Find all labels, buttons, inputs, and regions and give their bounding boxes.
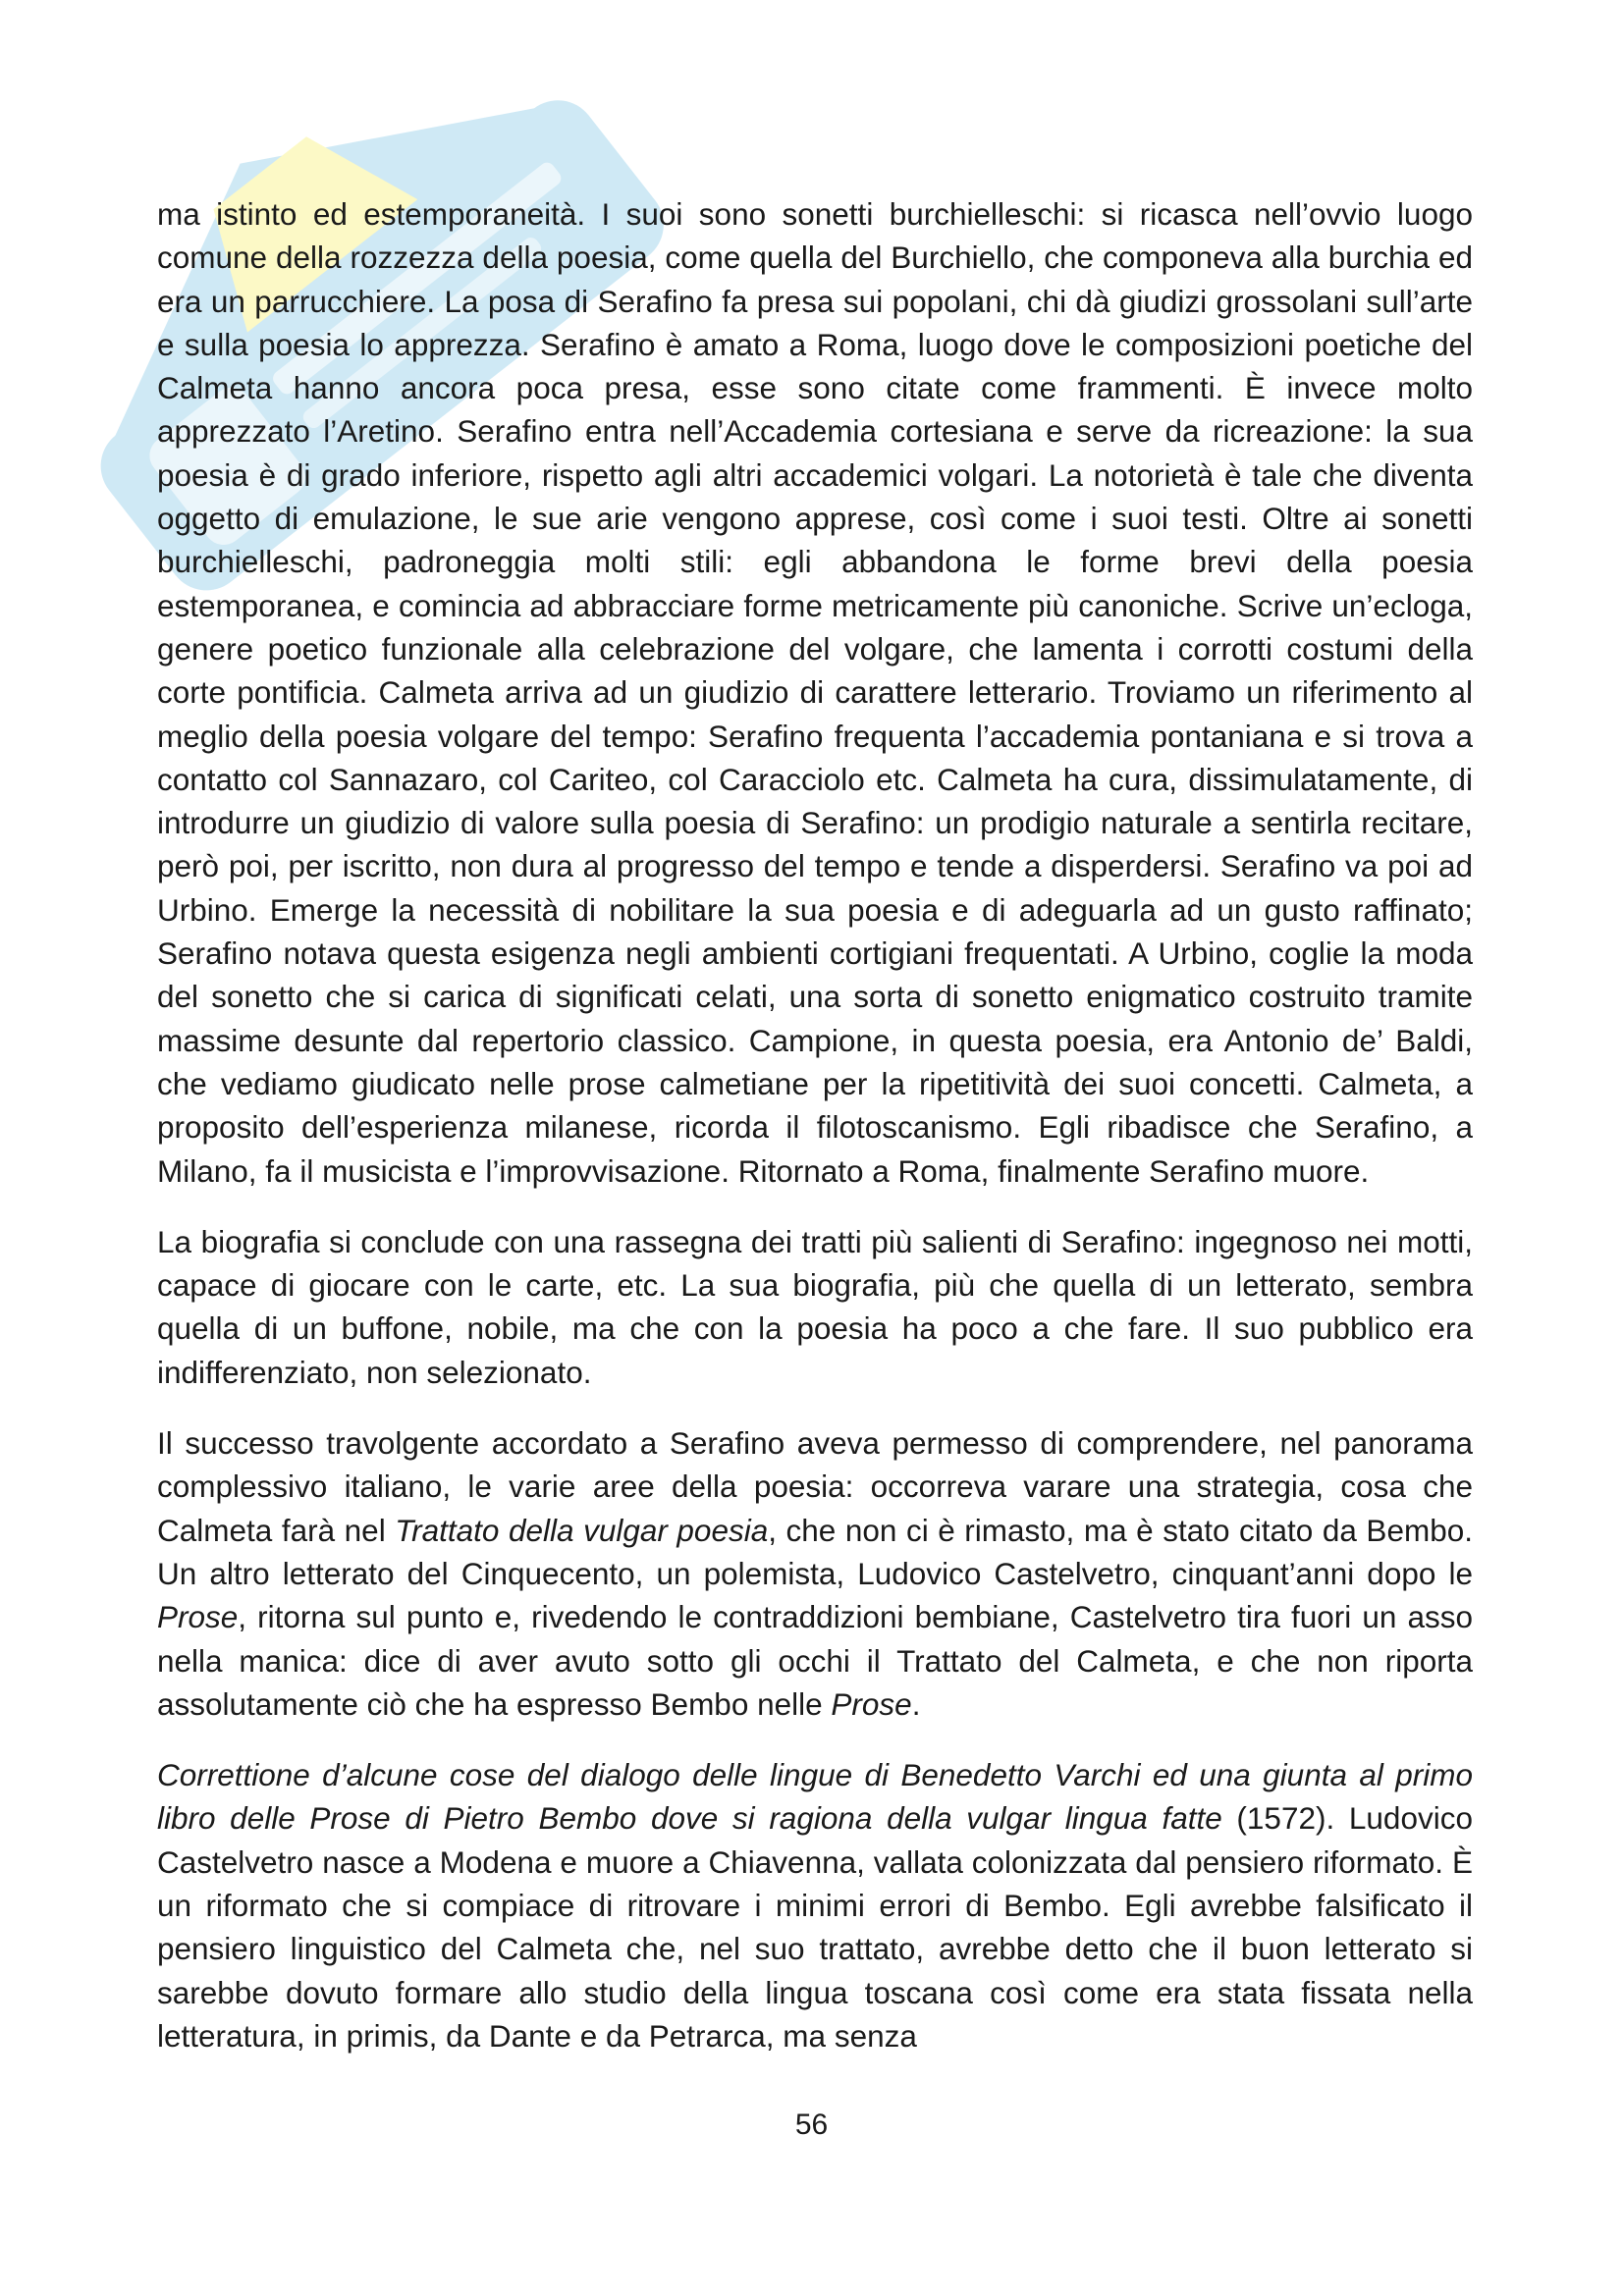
paragraph [157,192,1473,1193]
paragraph [157,1753,1473,2057]
page-number: 56 [794,2109,829,2141]
body-text: Il successo travolgente accordato a Serafino aveva permesso di comprendere, nel panorama complessivo italiano, le varie aree della poesia: occorreva varare una strategia, cosa che Calmeta farà nel [157,1425,1473,1548]
body-text: , ritorna sul punto e, rivedendo le contraddizioni bembiane, Castelvetro tira fuori un asso nella manica: dice di aver avuto sotto gli occhi il Trattato del Calmeta, e che non riporta assolutamente ciò che ha espresso Bembo nelle [157,1599,1473,1722]
italic-title-text: Correttione d’alcune cose del dialogo delle lingue di Benedetto Varchi ed una giunta al primo libro delle Prose di Pietro Bembo dove si ragiona della vulgar lingua fatte [157,1757,1473,1837]
italic-title-text: Prose [831,1685,912,1722]
italic-title-text: Trattato della vulgar poesia [395,1512,769,1548]
body-text: , che non ci è rimasto, ma è stato citato da Bembo. Un altro letterato del Cinquecento, un polemista, Ludovico Castelvetro, cinquant’anni dopo le [157,1512,1473,1591]
page-body [157,192,1473,2085]
paragraph [157,1421,1473,1726]
body-text: La biografia si conclude con una rassegna dei tratti più salienti di Serafino: ingegnoso nei motti, capace di giocare con le carte, etc. La sua biografia, più che quella di un letterato, sembra quella di un buffone, nobile, ma che con la poesia ha poco a che fare. Il suo pubblico era indifferenziato, non selezionato. [157,1223,1473,1390]
body-text: ma istinto ed estemporaneità. I suoi sono sonetti burchielleschi: si ricasca nell’ovvio luogo comune della rozzezza della poesia, come quella del Burchiello, che componeva alla burchia ed era un parrucchiere. La posa di Serafino fa presa sui popolani, chi dà giudizi grossolani sull’arte e sulla poesia lo apprezza. Serafino è amato a Roma, luogo dove le composizioni poetiche del Calmeta hanno ancora poca presa, esse sono citate come frammenti. È invece molto apprezzato l’Aretino. Serafino entra nell’Accademia cortesiana e serve da ricreazione: la sua poesia è di grado inferiore, rispetto agli altri accademici volgari. La notorietà è tale che diventa oggetto di emulazione, le sue arie vengono apprese, così come i suoi testi. Oltre ai sonetti burchielleschi, padroneggia molti stili: egli abbandona le forme brevi della poesia estemporanea, e comincia ad abbracciare forme metricamente più canoniche. Scrive un’ecloga, genere poetico funzionale alla celebrazione del volgare, che lamenta i corrotti costumi della corte pontificia. Calmeta arriva ad un giudizio di carattere letterario. Troviamo un riferimento al meglio della poesia volgare del tempo: Serafino frequenta l’accademia pontaniana e si trova a contatto col Sannazaro, col Cariteo, col Caracciolo etc. Calmeta ha cura, dissimulatamente, di introdurre un giudizio di valore sulla poesia di Serafino: un prodigio naturale a sentirla recitare, però poi, per iscritto, non dura al progresso del tempo e tende a disperdersi. Serafino va poi ad Urbino. Emerge la necessità di nobilitare la sua poesia e di adeguarla ad un gusto raffinato; Serafino notava questa esigenza negli ambienti cortigiani frequentati. A Urbino, coglie la moda del sonetto che si carica di significati celati, una sorta di sonetto enigmatico costruito tramite massime desunte dal repertorio classico. Campione, in questa poesia, era Antonio de’ Baldi, che vediamo giudicato nelle prose calmetiane per la ripetitività dei suoi concetti. Calmeta, a proposito dell’esperienza milanese, ricorda il filotoscanismo. Egli ribadisce che Serafino, a Milano, fa il musicista e l’improvvisazione. Ritornato a Roma, finalmente Serafino muore. [157,196,1473,1189]
paragraph [157,1220,1473,1394]
body-text: (1572). Ludovico Castelvetro nasce a Modena e muore a Chiavenna, vallata colonizzata dal pensiero riformato. È un riformato che si compiace di ritrovare i minimi errori di Bembo. Egli avrebbe falsificato il pensiero linguistico del Calmeta che, nel suo trattato, avrebbe detto che il buon letterato si sarebbe dovuto formare allo studio della lingua toscana così come era stata fissata nella letteratura, in primis, da Dante e da Petrarca, ma senza [157,1800,1473,2054]
body-text: . [911,1685,921,1722]
italic-title-text: Prose [157,1599,239,1635]
